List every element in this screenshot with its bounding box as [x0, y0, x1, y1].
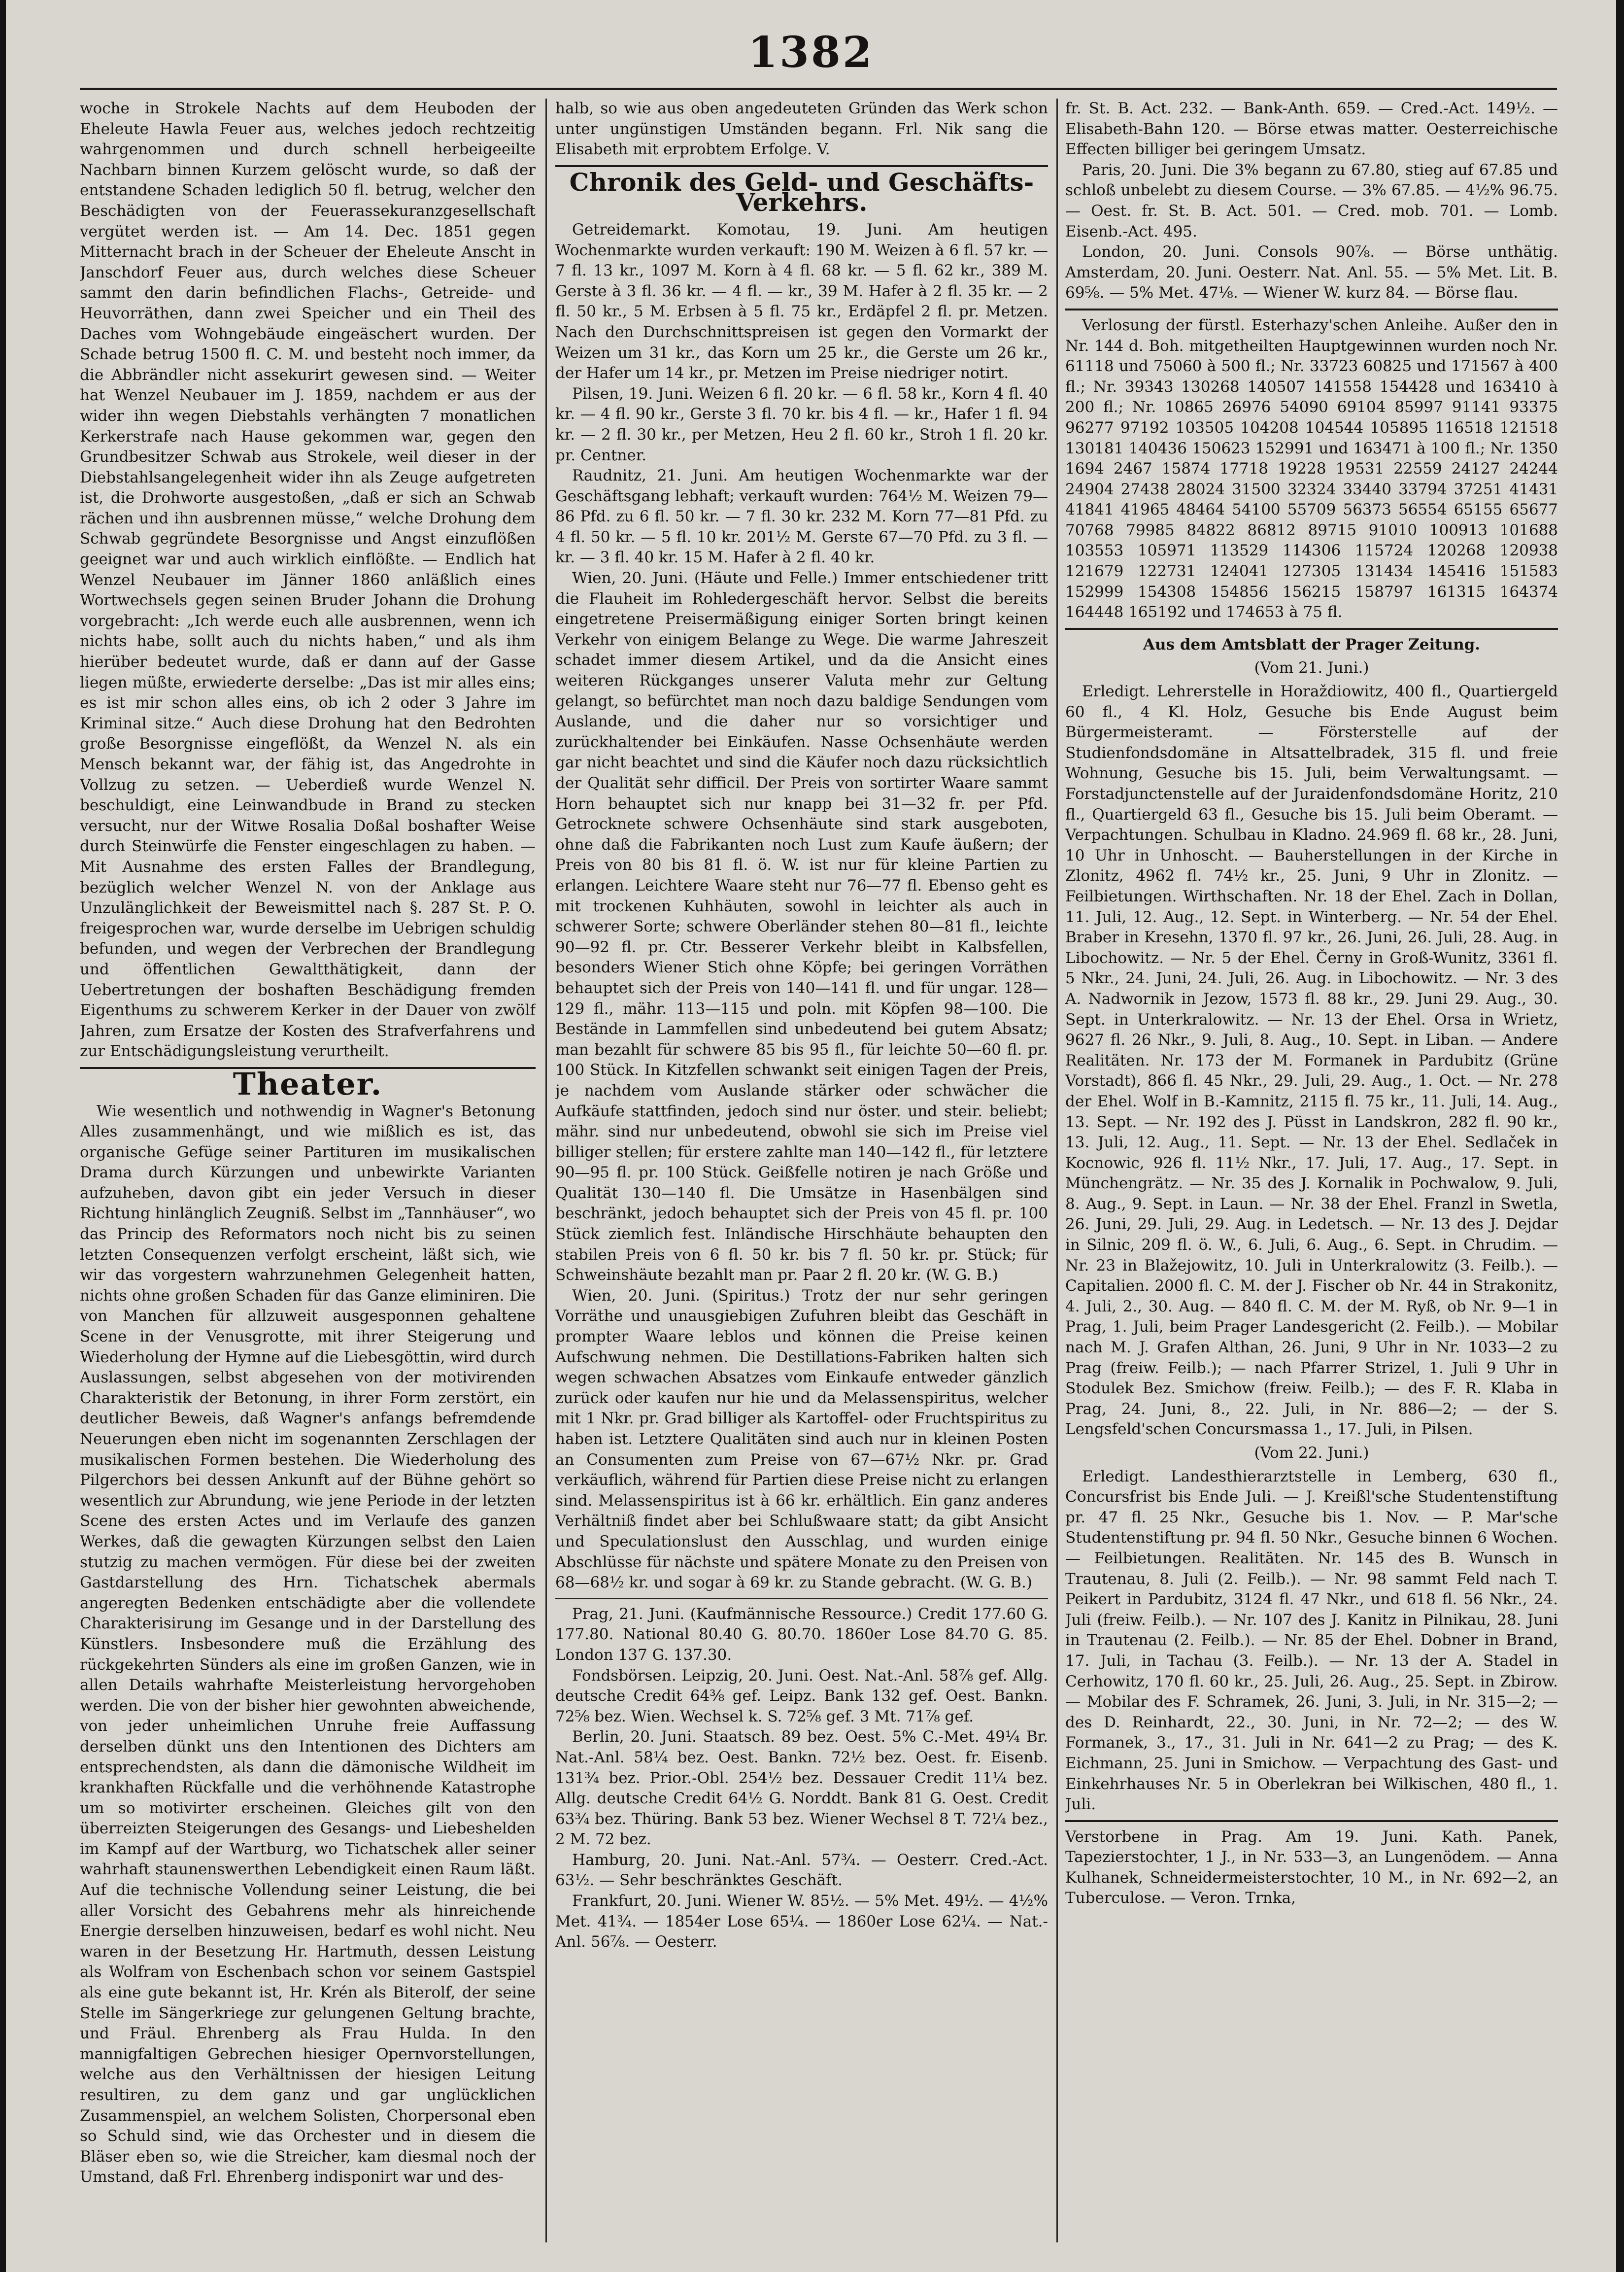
amtsblatt-date: (Vom 21. Juni.): [1254, 659, 1369, 677]
column-1: [80, 99, 536, 2242]
theater-review-continuation: halb, so wie aus oben angedeuteten Gründen das Werk schon unter ungünstigen Umständen begann. Frl. Nik sang die Elisabeth mit erprobtem Erfolge. V.: [555, 100, 1048, 159]
court-report-paragraph: woche in Strokele Nachts auf dem Heuboden der Eheleute Hawla Feuer aus, welches jedoch rechtzeitig wahrgenommen und durch schnell herbeigeeilte Nachbarn binnen Kurzem gelöscht wurde, so daß der entstandene Schaden lediglich 50 fl. betrug, welcher den Beschädigten von der Feuerassekuranzgesellschaft vergütet werden ist. — Am 14. Dec. 1851 gegen Mitternacht brach in der Scheuer der Eheleute Anscht in Janschdorf Feuer aus, durch welches diese Scheuer sammt den darin befindlichen Flachs-, Getreide- und Heuvorräthen, dann zwei Speicher und ein Theil des Daches vom Wohngebäude eingeäschert wurden. Der Schade betrug 1500 fl. C. M. und besteht noch immer, da die Abbrändler nicht assekurirt gewesen sind. — Weiter hat Wenzel Neubauer im J. 1859, nachdem er aus der wider ihn wegen Diebstahls verhängten 7 monatlichen Kerkerstrafe nach Hause gekommen war, gegen den Grundbesitzer Schwab aus Strokele, weil dieser in der Diebstahlsangelegenheit wider ihn als Zeuge aufgetreten ist, die Drohworte ausgestoßen, „daß er sich an Schwab rächen und ihn ausbrennen müsse,“ welche Drohung dem Schwab gegründete Besorgnisse und Angst einzuflößen geeignet war und auch wirklich einflößte. — Endlich hat Wenzel Neubauer im Jänner 1860 anläßlich eines Wortwechsels gegen seinen Bruder Johann die Drohung vorgebracht: „Ich werde euch alle ausbrennen, wenn ich nichts habe, sollt auch du nichts haben,“ und als ihm hierüber bedeutet wurde, daß er dann auf der Gasse liegen müßte, erwiederte derselbe: „Das ist mir alles eins; es ist mir schon alles eins, ob ich 2 oder 3 Jahre im Kriminal sitze.“ Auch diese Drohung hat den Bedrohten große Besorgnisse eingeflößt, da Wenzel N. als ein Mensch bekannt war, der fähig ist, das Angedrohte in Vollzug zu setzen. — Ueberdieß wurde Wenzel N. beschuldigt, eine Leinwandbude in Brand zu stecken versucht, nur der Witwe Rosalia Doßal boshafter Weise durch Steinwürfe die Fenster eingeschlagen zu haben. — Mit Ausnahme des ersten Falles der Brandlegung, bezüglich welcher Wenzel N. von der Anklage aus Unzulänglichkeit der Beweismittel nach §. 287 St. P. O. freigesprochen war, wurde derselbe im Uebrigen schuldig befunden, und wegen der Verbrechen der Brandlegung und öffentlichen Gewaltthätigkeit, dann der Uebertretungen der boshaften Beschädigung fremden Eigenthums zu schwerem Kerker in der Dauer von zwölf Jahren, zum Ersatze der Kosten des Strafverfahrens und zur Entschädigungsleistung verurtheilt.: [80, 100, 536, 1061]
section-rule: [555, 1598, 1048, 1599]
exchange-report-continuation: fr. St. B. Act. 232. — Bank-Anth. 659. — Cred.-Act. 149½. — Elisabeth-Bahn 120. — Börse etwas matter. Oesterreichische Effecten billiger bei geringem Umsatz.: [1065, 100, 1558, 159]
exchange-report-paragraph: Hamburg, 20. Juni. Nat.-Anl. 57¾. — Oesterr. Cred.-Act. 63½. — Sehr beschränktes Geschäft.: [555, 1851, 1048, 1890]
newspaper-page: [6, 0, 1616, 2272]
section-rule: [555, 165, 1048, 167]
exchange-report-paragraph: Berlin, 20. Juni. Staatsch. 89 bez. Oest. 5% C.-Met. 49¼ Br. Nat.-Anl. 58¼ bez. Oest. Bankn. 72½ bez. Oest. fr. Eisenb. 131¾ bez. Prior.-Obl. 254½ bez. Dessauer Credit 11¼ bez. Allg. deutsche Credit 64½ G. Norddt. Bank 81 G. Oest. Credit 63¾ bez. Thüring. Bank 53 bez. Wiener Wechsel 8 T. 72¼ bez., 2 M. 72 bez.: [555, 1728, 1048, 1849]
market-report-paragraph: Wien, 20. Juni. (Spiritus.) Trotz der nur sehr geringen Vorräthe und unausgiebigen Zufuhren bleibt das Geschäft in prompter Waare leblos und können die Preise keinen Aufschwung nehmen. Die Destillations-Fabriken halten sich wegen schwachen Absatzes vom Einkaufe entweder gänzlich zurück oder kaufen nur hie und da Melassenspiritus, welcher mit 1 Nkr. pr. Grad billiger als Kartoffel- oder Fruchtspiritus zu haben ist. Letztere Qualitäten sind auch nur in kleinen Posten an Consumenten zum Preise von 67—67½ Nkr. pr. Grad verkäuflich, während für Partien diese Preise nicht zu erlangen sind. Melassenspiritus ist à 66 kr. erhältlich. Ein ganz anderes Verhältniß findet aber bei Schlußwaare statt; da gibt Ansicht und Speculationslust den Ausschlag, und wurden einige Abschlüsse für nächste und spätere Monate zu den Preisen von 68—68½ kr. und sogar à 69 kr. zu Stande gebracht. (W. G. B.): [555, 1286, 1048, 1592]
lottery-paragraph: Verlosung der fürstl. Esterhazy'schen Anleihe. Außer den in Nr. 144 d. Boh. mitgetheilten Hauptgewinnen wurden noch Nr. 61118 und 75060 à 500 fl.; Nr. 33723 60825 und 171567 à 400 fl.; Nr. 39343 130268 140507 141558 154428 und 163410 à 200 fl.; Nr. 10865 26976 54090 69104 85997 91141 93375 96277 97192 103505 104208 104544 105895 116518 121518 130181 140436 150623 152991 und 163471 à 100 fl.; Nr. 1350 1694 2467 15874 17718 19228 19531 22559 24127 24244 24904 27438 28024 31500 32324 33440 33794 37251 41431 41841 41965 48464 54100 55709 56373 56554 65155 65677 70768 79985 84822 86812 89715 91010 100913 101688 103553 105971 113529 114306 115724 120268 120938 121679 122731 124041 127305 131434 145416 151583 152999 154308 154856 156215 158797 161315 164374 164448 165192 und 174653 à 75 fl.: [1065, 316, 1558, 621]
market-report-paragraph: Wien, 20. Juni. (Häute und Felle.) Immer entschiedener tritt die Flauheit im Rohledergeschäft hervor. Selbst die bereits eingetretene Preisermäßigung einiger Sorten bringt keinen Verkehr von einigem Belange zu Wege. Die warme Jahreszeit schadet immer diesem Artikel, und da die Ansicht eines weiteren Rückganges unserer Valuta mehr zur Geltung gelangt, so befürchtet man noch dazu baldige Sendungen vom Auslande, und die daher nur so vorsichtiger und zurückhaltender bei Einkäufen. Nasse Ochsenhäute werden gar nicht beachtet und sind die Käufer noch dazu rücksichtlich der Qualität sehr difficil. Der Preis von sortirter Waare sammt Horn behauptet sich nur knapp bei 31—32 fr. per Pfd. Getrocknete schwere Ochsenhäute sind stark ausgeboten, ohne daß die Fabrikanten noch Lust zum Kaufe äußern; der Preis von 80 bis 81 fl. ö. W. ist nur für kleine Partien zu erlangen. Leichtere Waare steht nur 76—77 fl. Ebenso geht es mit trockenen Kuhhäuten, sowohl in leichter als auch in schwerer Sorte; schwere Oberländer stehen 80—81 fl., leichte 90—92 fl. pr. Ctr. Besserer Verkehr bleibt in Kalbsfellen, besonders Wiener Stich ohne Köpfe; bei geringen Vorräthen behauptet sich der Preis von 140—141 fl. und für ungar. 128—129 fl., mähr. 113—115 und poln. mit Köpfen 98—100. Die Bestände in Lammfellen sind unbedeutend bei gutem Absatz; man bezahlt für schwere 85 bis 95 fl., für leichte 50—60 fl. pr. 100 Stück. In Kitzfellen schwankt seit einigen Tagen der Preis, je nachdem vom Auslande stärker oder schwächer die Aufkäufe stattfinden, jedoch sind nur öster. und steir. beliebt; mähr. sind nur unbedeutend, obwohl sie sich im Preise viel billiger stellen; für erstere zahlte man 140—142 fl., für letztere 90—95 fl. pr. 100 Stück. Geißfelle notiren je nach Größe und Qualität 130—140 fl. Die Umsätze in Hasenbälgen sind beschränkt, jedoch behauptet sich der Preis von 45 fl. pr. 100 Stück ziemlich fest. Inländische Hirschhäute behaupten den stabilen Preis von 6 fl. 50 kr. bis 7 fl. 50 kr. pr. Stück; für Schweinshäute bezahlt man pr. Paar 2 fl. 20 kr. (W. G. B.): [555, 569, 1048, 1284]
column-divider: [1056, 99, 1058, 2242]
amtsblatt-title: Aus dem Amtsblatt der Prager Zeitung.: [1143, 635, 1481, 654]
column-3: [1065, 99, 1558, 2242]
header-rule: [80, 88, 1557, 90]
exchange-report-paragraph: Fondsbörsen. Leipzig, 20. Juni. Oest. Nat.-Anl. 58⅞ gef. Allg. deutsche Credit 64⅜ gef. Leipz. Bank 132 gef. Oest. Bankn. 72⅝ bez. Wien. Wechsel k. S. 72⅝ gef. 3 Mt. 71⅞ gef.: [555, 1666, 1048, 1725]
section-rule: [1065, 628, 1558, 630]
column-divider: [545, 99, 547, 2242]
exchange-report-paragraph: Prag, 21. Juni. (Kaufmännische Ressource.) Credit 177.60 G. 177.80. National 80.40 G. 80.70. 1860er Lose 84.70 G. 85. London 137 G. 137.30.: [555, 1605, 1048, 1664]
exchange-report-paragraph: London, 20. Juni. Consols 90⅞. — Börse unthätig. Amsterdam, 20. Juni. Oesterr. Nat. Anl. 55. — 5% Met. Lit. B. 69⅝. — 5% Met. 47⅛. — Wiener W. kurz 84. — Börse flau.: [1065, 243, 1558, 302]
theater-section-title: Theater.: [233, 1066, 383, 1102]
page-number: 1382: [748, 28, 874, 77]
amtsblatt-paragraph: Erledigt. Lehrerstelle in Horaždiowitz, 400 fl., Quartiergeld 60 fl., 4 Kl. Holz, Gesuche bis Ende August beim Bürgermeisteramt. — Försterstelle auf der Studienfondsdomäne in Altsattelbradek, 315 fl. und freie Wohnung, Gesuche bis 15. Juli, beim Verwaltungsamt. — Forstadjunctenstelle auf der Juraidenfondsdomäne Horitz, 210 fl., Quartiergeld 63 fl., Gesuche bis 15. Juli beim Oberamt. — Verpachtungen. Schulbau in Kladno. 24.969 fl. 68 kr., 28. Juni, 10 Uhr in Unhoscht. — Bauherstellungen in der Kirche in Zlonitz, 4962 fl. 74½ kr., 25. Juni, 9 Uhr in Zlonitz. — Feilbietungen. Wirthschaften. Nr. 18 der Ehel. Zach in Dollan, 11. Juli, 12. Aug., 12. Sept. in Winterberg. — Nr. 54 der Ehel. Braber in Kresehn, 1370 fl. 97 kr., 26. Juni, 26. Juli, 28. Aug. in Libochowitz. — Nr. 5 der Ehel. Černy in Groß-Wunitz, 3361 fl. 5 Nkr., 24. Juni, 24. Juli, 26. Aug. in Libochowitz. — Nr. 3 des A. Nadwornik in Jezow, 1573 fl. 88 kr., 29. Juni 29. Aug., 30. Sept. in Unterkralowitz. — Nr. 13 der Ehel. Orsa in Wrietz, 9627 fl. 26 Nkr., 9. Juli, 8. Aug., 10. Sept. in Liban. — Andere Realitäten. Nr. 173 der M. Formanek in Pardubitz (Grüne Vorstadt), 866 fl. 45 Nkr., 29. Juli, 29. Aug., 1. Oct. — Nr. 278 der Ehel. Wolf in B.-Kamnitz, 2115 fl. 75 kr., 11. Juli, 14. Aug., 13. Sept. — Nr. 192 des J. Püsst in Landskron, 282 fl. 90 kr., 13. Juli, 12. Aug., 11. Sept. — Nr. 13 der Ehel. Sedlaček in Kocnowic, 926 fl. 11½ Nkr., 17. Juli, 17. Aug., 17. Sept. in Münchengrätz. — Nr. 35 des J. Kornalik in Pochwalow, 9. Juli, 8. Aug., 9. Sept. in Laun. — Nr. 38 der Ehel. Franzl in Swetla, 26. Juni, 29. Juli, 29. Aug. in Ledetsch. — Nr. 13 des J. Dejdar in Silnic, 209 fl. ö. W., 6. Juli, 6. Aug., 6. Sept. in Chrudim. — Nr. 23 in Blažejowitz, 10. Juli in Unterkralowitz (3. Feilb.). — Capitalien. 2000 fl. C. M. der J. Fischer ob Nr. 44 in Strakonitz, 4. Juli, 2., 30. Aug. — 840 fl. C. M. der M. Ryß, ob Nr. 9—1 in Prag, 1. Juli, beim Prager Landesgericht (2. Feilb.). — Mobilar nach M. J. Grafen Althan, 26. Juni, 9 Uhr in Nr. 1033—2 zu Prag (freiw. Feilb.); — nach Pfarrer Strizel, 1. Juli 9 Uhr in Stodulek Bez. Smichow (freiw. Feilb.); — des F. R. Klaba in Prag, 24. Juni, 8., 22. Juli, in Nr. 886—2; — der S. Lengsfeld'schen Concursmassa 1., 17. Juli, in Pilsen.: [1065, 683, 1558, 1439]
market-report-paragraph: Raudnitz, 21. Juni. Am heutigen Wochenmarkte war der Geschäftsgang lebhaft; verkauft wurden: 764½ M. Weizen 79—86 Pfd. zu 6 fl. 50 kr. — 7 fl. 30 kr. 232 M. Korn 77—81 Pfd. zu 4 fl. 50 kr. — 5 fl. 10 kr. 201½ M. Gerste 67—70 Pfd. zu 3 fl. — kr. — 3 fl. 40 kr. 15 M. Hafer à 2 fl. 40 kr.: [555, 467, 1048, 567]
column-2: [555, 99, 1048, 2242]
deaths-paragraph: Verstorbene in Prag. Am 19. Juni. Kath. Panek, Tapezierstochter, 1 J., in Nr. 533—3, an Lungenödem. — Anna Kulhanek, Schneidermeisterstochter, 10 M., in Nr. 692—2, an Tuberculose. — Veron. Trnka,: [1065, 1827, 1558, 1907]
theater-review-paragraph: Wie wesentlich und nothwendig in Wagner's Betonung Alles zusammenhängt, und wie mißlich es ist, das organische Gefüge seiner Partituren im musikalischen Drama durch Kürzungen und unbewirkte Varianten aufzuheben, davon gibt ein jeder Versuch in dieser Richtung hinlänglich Zeugniß. Selbst im „Tannhäuser“, wo das Princip des Reformators noch nicht bis zu seinen letzten Consequenzen verfolgt erscheint, läßt sich, wie wir das vorgestern wahrzunehmen Gelegenheit hatten, nichts ohne großen Schaden für das Ganze eliminiren. Die von Manchen für allzuweit ausgesponnen gehaltene Scene in der Venusgrotte, mit ihrer Steigerung und Wiederholung der Hymne auf die Liebesgöttin, wird durch Auslassungen, selbst abgesehen von der motivirenden Charakteristik der Betonung, in ihrer Form zerstört, ein deutlicher Beweis, daß Wagner's anfangs befremdende Neuerungen eben nicht im sogenannten Zerschlagen der musikalischen Formen bestehen. Die Wiederholung des Pilgerchors bei dessen Ankunft auf der Bühne gehört so wesentlich zur Abrundung, wie jene Periode in der letzten Scene des ersten Actes und im Verlaufe des ganzen Werkes, daß die gewagten Kürzungen selbst den Laien stutzig zu machen vermögen. Für diese bei der zweiten Gastdarstellung des Hrn. Tichatschek abermals angeregten Bedenken entschädigte aber die vollendete Charakterisirung im Gesange und in der Darstellung des Künstlers. Insbesondere muß die Erzählung des rückgekehrten Sünders als eine im großen Ganzen, wie in allen Details wahrhafte Meisterleistung hervorgehoben werden. Die von der bisher hier gewohnten abweichende, von jeder unheimlichen Unruhe freie Auffassung derselben dünkt uns den Intentionen des Dichters am entsprechendsten, als dann die dämonische Wildheit im krankhaften Rückfalle und die verhöhnende Katastrophe um so motivirter erscheinen. Gleiches gilt von den überreizten Steigerungen des Gesangs- und Liebeshelden im Kampf auf der Wartburg, wo Tichatschek aller seiner wahrhaft staunenswerthen Lebendigkeit einen Raum läßt. Auf die technische Vollendung seiner Leistung, die bei aller Vorsicht des Gebahrens mehr als hinreichende Energie derselben hinzuweisen, bedarf es wohl nicht. Neu waren in der Besetzung Hr. Hartmuth, dessen Leistung als Wolfram von Eschenbach schon vor seinem Gastspiel als eine gute bekannt ist, Hr. Krén als Biterolf, der seine Stelle im Sängerkriege zur gelungenen Geltung brachte, und Fräul. Ehrenberg als Frau Hulda. In den mannigfaltigen Gebrechen hiesiger Opernvorstellungen, welche aus den Verhältnissen der hiesigen Leitung resultiren, zu dem ganz und gar unglücklichen Zusammenspiel, an welchem Solisten, Chorpersonal eben so Schuld sind, wie das Orchester und in diesem die Bläser eben so, wie die Streicher, kam diesmal noch der Umstand, daß Frl. Ehrenberg indisponirt war und des-: [80, 1102, 536, 2186]
amtsblatt-date: (Vom 22. Juni.): [1254, 1444, 1369, 1462]
market-report-paragraph: Getreidemarkt. Komotau, 19. Juni. Am heutigen Wochenmarkte wurden verkauft: 190 M. Weizen à 6 fl. 57 kr. — 7 fl. 13 kr., 1097 M. Korn à 4 fl. 68 kr. — 5 fl. 62 kr., 389 M. Gerste à 3 fl. 36 kr. — 4 fl. — kr., 39 M. Hafer à 2 fl. 35 kr. — 2 fl. 50 kr., 5 M. Erbsen à 5 fl. 75 kr., Erdäpfel 2 fl. pr. Metzen. Nach den Durchschnittspreisen ist gegen den Vormarkt der Weizen um 31 kr., das Korn um 25 kr., die Gerste um 26 kr., der Hafer um 14 kr., pr. Metzen im Preise niedriger notirt.: [555, 220, 1048, 382]
section-rule: [1065, 1820, 1558, 1822]
amtsblatt-paragraph: Erledigt. Landesthierarztstelle in Lemberg, 630 fl., Concursfrist bis Ende Juli. — J. Kreißl'sche Studentenstiftung pr. 47 fl. 25 Nkr., Gesuche bis 1. Nov. — P. Mar'sche Studentenstiftung pr. 94 fl. 50 Nkr., Gesuche binnen 6 Wochen. — Feilbietungen. Realitäten. Nr. 145 des B. Wunsch in Trautenau, 8. Juli (2. Feilb.). — Nr. 98 sammt Feld nach T. Peikert in Pardubitz, 3124 fl. 47 Nkr., und 618 fl. 56 Nkr., 24. Juli (freiw. Feilb.). — Nr. 107 des J. Kanitz in Pilnikau, 28. Juni in Trautenau (2. Feilb.). — Nr. 85 der Ehel. Dobner in Brand, 17. Juli, in Tachau (3. Feilb.). — Nr. 13 der A. Stadel in Cerhowitz, 170 fl. 60 kr., 25. Juli, 26. Aug., 25. Sept. in Zbirow. — Mobilar des F. Schramek, 26. Juni, 3. Juli, in Nr. 315—2; — des D. Reinhardt, 22., 30. Juni, in Nr. 72—2; — des W. Formanek, 3., 17., 31. Juli in Nr. 641—2 zu Prag; — des K. Eichmann, 25. Juni in Smichow. — Verpachtung des Gast- und Einkehrhauses Nr. 5 in Oberlekran bei Wilkischen, 480 fl., 1. Juli.: [1065, 1467, 1558, 1814]
finance-section-title: Chronik des Geld- und Geschäfts-Verkehrs.: [569, 167, 1034, 217]
exchange-report-paragraph: Paris, 20. Juni. Die 3% begann zu 67.80, stieg auf 67.85 und schloß unbelebt zu diesem Course. — 3% 67.85. — 4½% 96.75. — Oest. fr. St. B. Act. 501. — Cred. mob. 701. — Lomb. Eisenb.-Act. 495.: [1065, 161, 1558, 241]
exchange-report-paragraph: Frankfurt, 20. Juni. Wiener W. 85½. — 5% Met. 49½. — 4½% Met. 41¾. — 1854er Lose 65¼. — 1860er Lose 62¼. — Nat.-Anl. 56⅞. — Oesterr.: [555, 1892, 1048, 1951]
market-report-paragraph: Pilsen, 19. Juni. Weizen 6 fl. 20 kr. — 6 fl. 58 kr., Korn 4 fl. 40 kr. — 4 fl. 90 kr., Gerste 3 fl. 70 kr. bis 4 fl. — kr., Hafer 1 fl. 94 kr. — 2 fl. 30 kr., per Metzen, Heu 2 fl. 60 kr., Stroh 1 fl. 20 kr. pr. Centner.: [555, 384, 1048, 464]
section-rule: [1065, 309, 1558, 310]
